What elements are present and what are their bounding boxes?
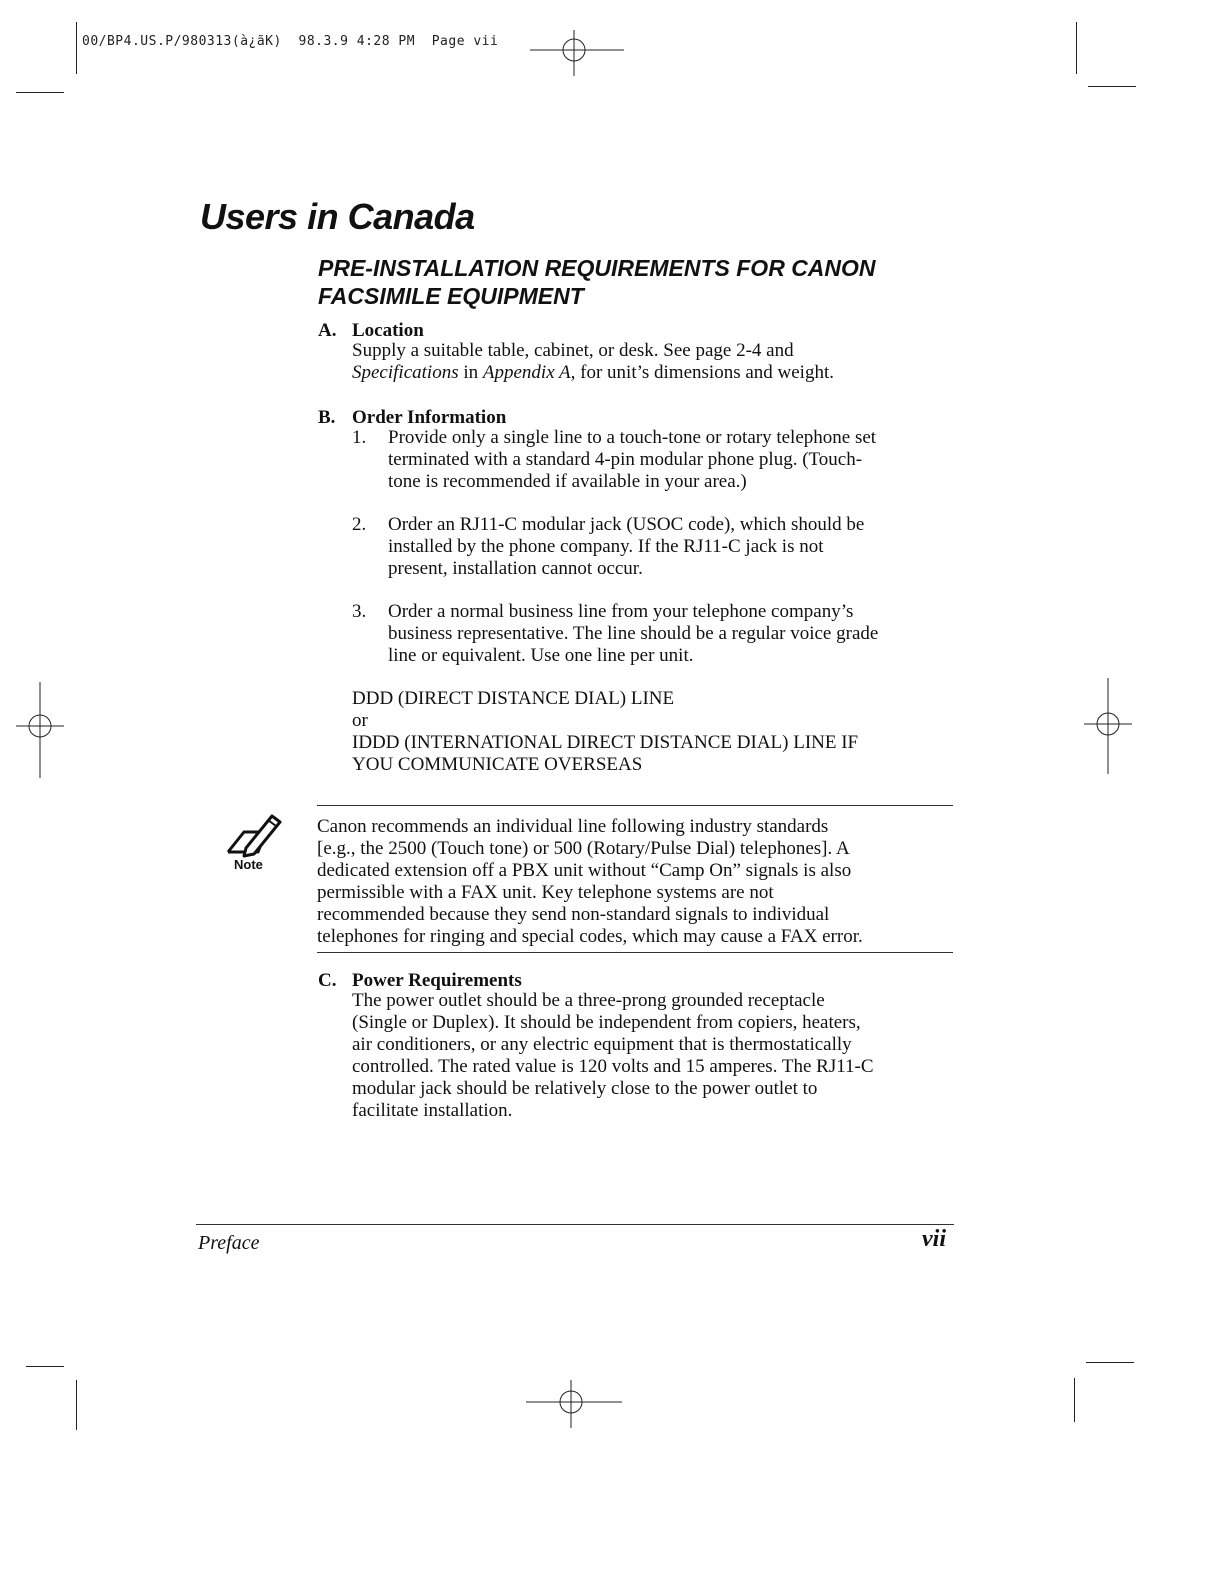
- note-icon-label: Note: [234, 857, 263, 872]
- crop-mark-bottom-left-vertical: [76, 1380, 77, 1430]
- note-line: [e.g., the 2500 (Touch tone) or 500 (Rotary/Pulse Dial) telephones]. A: [317, 838, 850, 859]
- power-text: [352, 990, 972, 1122]
- crop-mark-top-right-vertical: [1076, 22, 1077, 74]
- crop-mark-bottom-right-horizontal: [1086, 1362, 1134, 1363]
- note-line: telephones for ringing and special codes, which may cause a FAX error.: [317, 926, 863, 947]
- location-line-1: Supply a suitable table, cabinet, or desk. See page 2-4 and: [352, 340, 794, 361]
- crop-mark-top-left-horizontal: [16, 92, 64, 93]
- note-line: Canon recommends an individual line following industry standards: [317, 816, 829, 837]
- power-line: facilitate installation.: [352, 1100, 513, 1121]
- note-rule-bottom: [317, 952, 953, 953]
- section-title-line-1: PRE-INSTALLATION REQUIREMENTS FOR CANON: [318, 255, 876, 281]
- order-item-text: [388, 427, 978, 493]
- order-item-line: Order an RJ11-C modular jack (USOC code), which should be: [388, 514, 865, 535]
- crop-mark-bottom-right-vertical: [1074, 1378, 1075, 1422]
- section-title: [318, 254, 958, 310]
- iddd-line-1: IDDD (INTERNATIONAL DIRECT DISTANCE DIAL) LINE IF: [352, 732, 859, 753]
- note-rule-top: [317, 805, 953, 806]
- registration-mark-left-icon: [14, 680, 66, 780]
- order-heading: Order Information: [352, 407, 507, 428]
- line-type-block: [352, 688, 972, 776]
- specifications-ref: Specifications: [352, 362, 459, 383]
- power-letter: C.: [318, 970, 337, 991]
- footer-section-name: Preface: [198, 1232, 260, 1254]
- crop-mark-bottom-left-horizontal: [26, 1366, 64, 1367]
- note-text: [317, 816, 957, 948]
- or-text: or: [352, 710, 368, 731]
- order-item-line: business representative. The line should be a regular voice grade: [388, 623, 879, 644]
- print-slug: 00/BP4.US.P/980313(à¿ãK) 98.3.9 4:28 PM Page vii: [82, 34, 499, 49]
- order-item-line: Provide only a single line to a touch-tone or rotary telephone set: [388, 427, 877, 448]
- iddd-line-2: YOU COMMUNICATE OVERSEAS: [352, 754, 643, 775]
- location-text: [352, 340, 972, 384]
- power-heading: Power Requirements: [352, 970, 522, 991]
- section-title-line-2: FACSIMILE EQUIPMENT: [318, 283, 584, 309]
- order-item-line: present, installation cannot occur.: [388, 558, 643, 579]
- order-item-text: [388, 601, 978, 667]
- note-line: recommended because they send non-standard signals to individual: [317, 904, 830, 925]
- power-line: controlled. The rated value is 120 volts and 15 amperes. The RJ11-C: [352, 1056, 874, 1077]
- order-item-line: tone is recommended if available in your area.): [388, 471, 747, 492]
- ddd-line: DDD (DIRECT DISTANCE DIAL) LINE: [352, 688, 675, 709]
- power-line: modular jack should be relatively close to the power outlet to: [352, 1078, 818, 1099]
- location-heading: Location: [352, 320, 424, 341]
- order-section: [318, 407, 958, 777]
- crop-mark-top-left-vertical: [76, 22, 77, 74]
- location-line-2: [352, 362, 972, 384]
- order-letter: B.: [318, 407, 336, 428]
- order-item-number: 3.: [352, 601, 367, 622]
- power-section: [318, 970, 958, 1130]
- note-line: permissible with a FAX unit. Key telephone systems are not: [317, 882, 774, 903]
- order-item-line: Order a normal business line from your telephone company’s: [388, 601, 854, 622]
- location-line-2-end: for unit’s dimensions and weight.: [575, 362, 834, 383]
- order-item-text: [388, 514, 978, 580]
- page-title: Users in Canada: [200, 196, 475, 237]
- order-item-number: 2.: [352, 514, 367, 535]
- location-line-2-mid: in: [458, 362, 483, 383]
- order-item-line: line or equivalent. Use one line per unit.: [388, 645, 694, 666]
- note-line: dedicated extension off a PBX unit without “Camp On” signals is also: [317, 860, 852, 881]
- order-item-number: 1.: [352, 427, 367, 448]
- order-item-line: installed by the phone company. If the RJ11-C jack is not: [388, 536, 824, 557]
- location-letter: A.: [318, 320, 337, 341]
- crop-mark-top-right-horizontal: [1088, 86, 1136, 87]
- power-line: (Single or Duplex). It should be independent from copiers, heaters,: [352, 1012, 861, 1033]
- note-pencil-icon: [224, 812, 282, 860]
- appendix-ref: Appendix A,: [482, 362, 576, 383]
- registration-mark-right-icon: [1082, 676, 1134, 776]
- order-item-line: terminated with a standard 4-pin modular phone plug. (Touch-: [388, 449, 863, 470]
- registration-mark-top-icon: [530, 26, 626, 78]
- footer-rule: [196, 1224, 954, 1225]
- power-line: air conditioners, or any electric equipment that is thermostatically: [352, 1034, 852, 1055]
- footer-page-number: vii: [922, 1226, 946, 1252]
- registration-mark-bottom-icon: [524, 1378, 624, 1430]
- power-line: The power outlet should be a three-prong grounded receptacle: [352, 990, 825, 1011]
